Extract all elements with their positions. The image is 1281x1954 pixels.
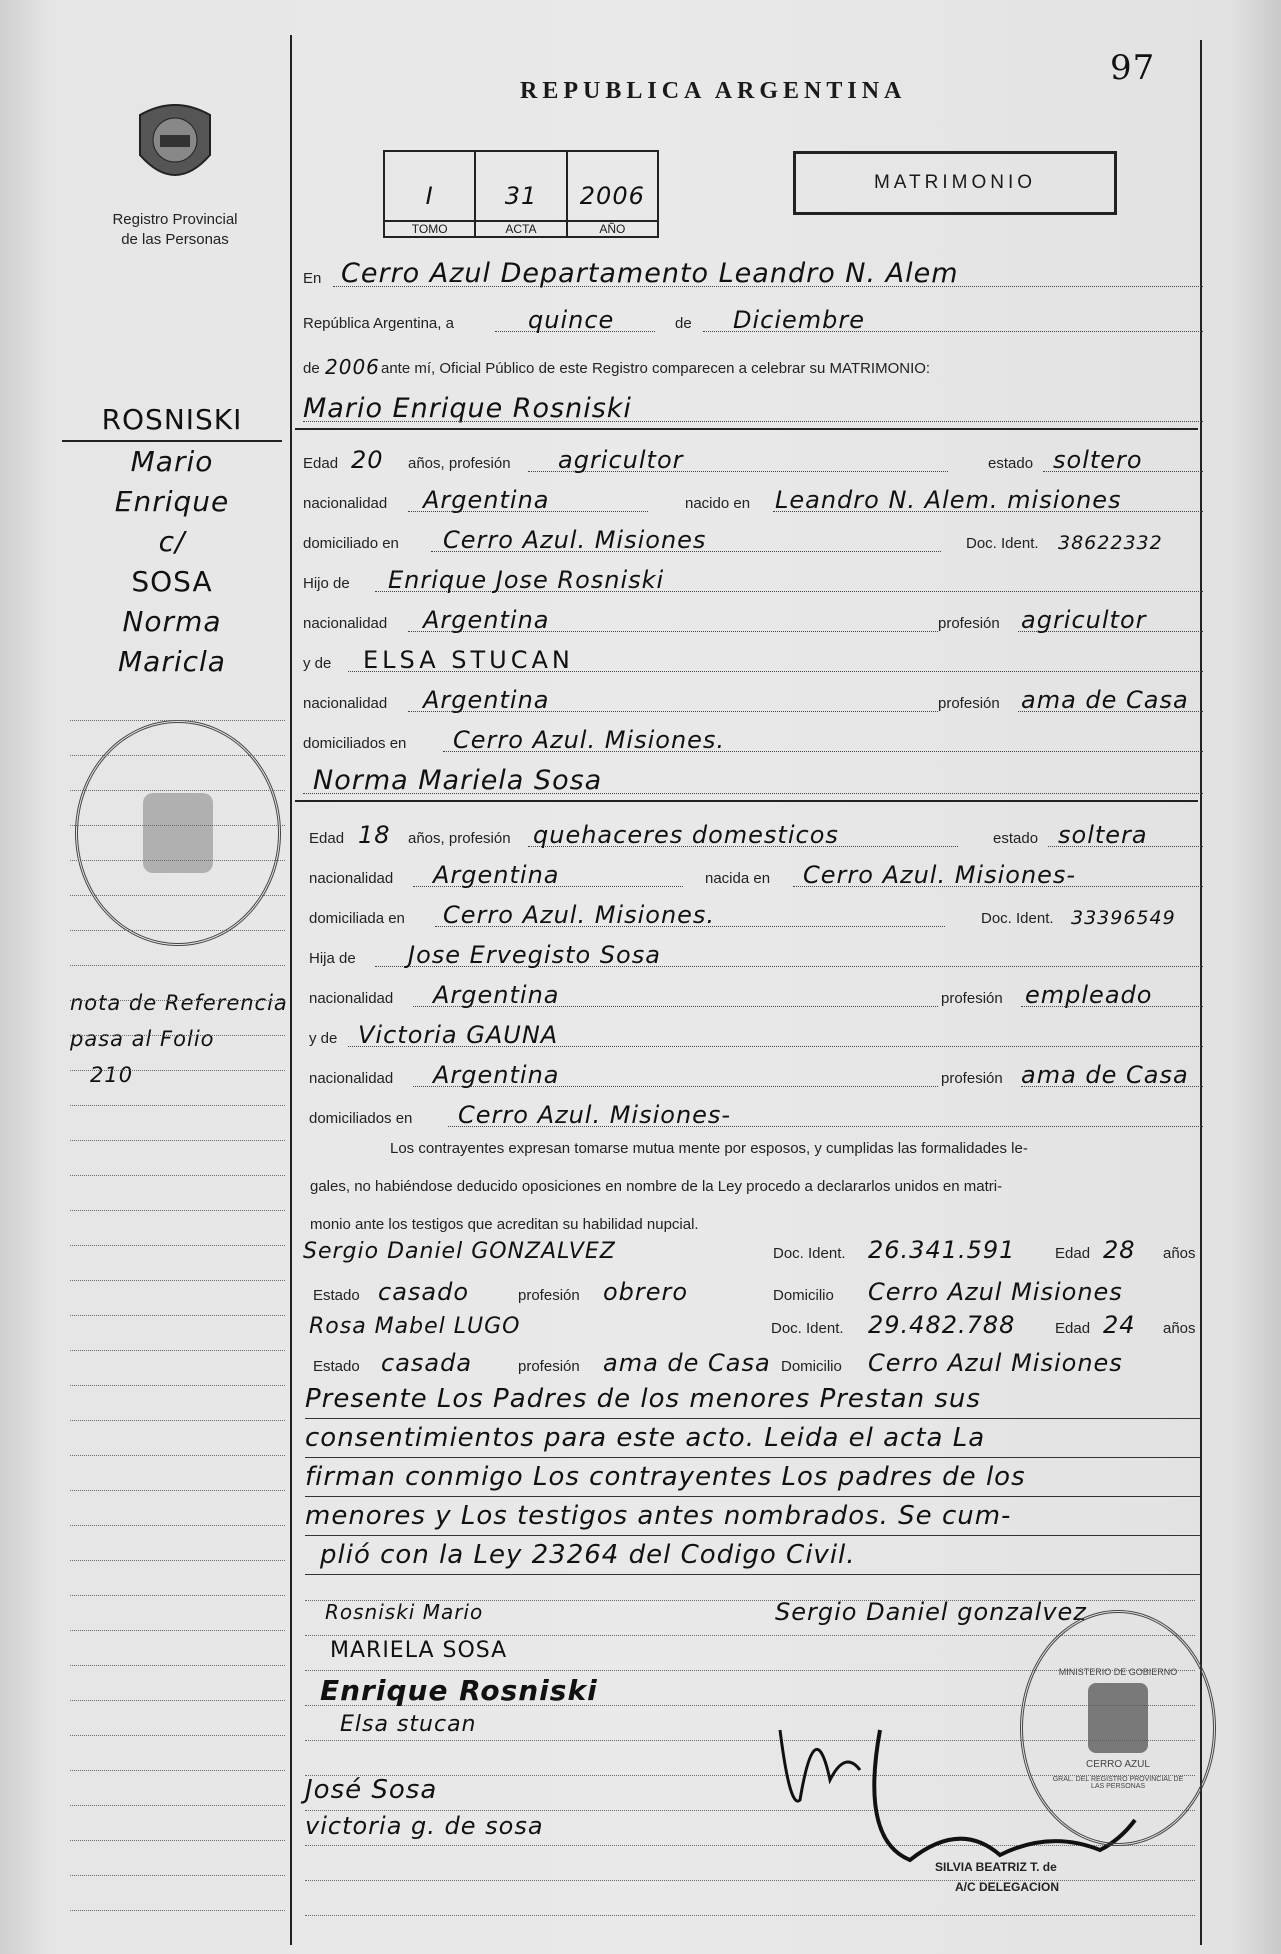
margin-rule [70, 1420, 285, 1421]
row-bride-nat [303, 855, 1203, 891]
signature-6: victoria g. de sosa [305, 1812, 544, 1840]
row-bride-mother-nat [303, 1055, 1203, 1091]
margin-rule [70, 1210, 285, 1211]
row-bride-age [303, 815, 1203, 851]
margin-rule [70, 1385, 285, 1386]
witness1-age: 28 [1103, 1236, 1136, 1264]
label-domicilio: Domicilio [781, 1358, 842, 1375]
margin-rule [70, 1105, 285, 1106]
label-doc-ident: Doc. Ident. [773, 1245, 846, 1262]
acta-label: ACTA [476, 220, 565, 236]
margin-note-1: nota de Referencia [70, 991, 288, 1015]
row-bride-father [303, 935, 1203, 971]
label-profesion: profesión [938, 615, 1000, 632]
note-line-2: consentimientos para este acto. Leida el acta La [305, 1419, 1200, 1458]
crest-icon [130, 95, 220, 195]
label-anos-profesion: años, profesión [408, 830, 511, 847]
margin-surname: ROSNISKI [62, 400, 282, 442]
label-estado: Estado [313, 1358, 360, 1375]
label-edad: Edad [1055, 1245, 1091, 1262]
official-role: A/C DELEGACION [955, 1880, 1060, 1894]
groom-divider [295, 428, 1198, 430]
groom-mother-nationality: Argentina [423, 686, 550, 714]
margin-name-4: Norma [122, 605, 222, 638]
label-domiciliados-en: domiciliados en [309, 1110, 413, 1127]
acta-value: 31 [504, 182, 538, 210]
margin-note-2: pasa al Folio [70, 1027, 215, 1051]
row-bride-mother [303, 1015, 1203, 1051]
margin-note-3: 210 [90, 1063, 134, 1087]
margin-rule [70, 1805, 285, 1806]
groom-doc: 38622332 [1058, 532, 1163, 554]
year-value: 2006 [325, 355, 380, 379]
groom-name: Mario Enrique Rosniski [303, 393, 632, 424]
stamp-city: CERRO AZUL [1086, 1758, 1150, 1770]
bride-birthplace: Cerro Azul. Misiones- [803, 861, 1077, 889]
ano-value: 2006 [579, 182, 645, 210]
bride-nationality: Argentina [433, 861, 560, 889]
declaration-line-2: gales, no habiéndose deducido oposiciones en nombre de la Ley procedo a declararlos unidos en matri- [310, 1178, 1003, 1195]
witness2-profession: ama de Casa [603, 1349, 771, 1377]
label-profesion: profesión [938, 695, 1000, 712]
witness1-profession: obrero [603, 1278, 689, 1306]
margin-rule [70, 1840, 285, 1841]
stamp-ring: GRAL. DEL REGISTRO PROVINCIAL DE LAS PERSONAS [1052, 1775, 1184, 1790]
signature-1: Rosniski Mario [325, 1600, 484, 1624]
doc-type-box [793, 151, 1117, 215]
label-profesion: profesión [941, 1070, 1003, 1087]
rule [303, 793, 1203, 794]
bride-mother-profession: ama de Casa [1021, 1061, 1189, 1089]
declaration-line-1: Los contrayentes expresan tomarse mutua mente por esposos, y cumplidas las formalidades le- [390, 1140, 1028, 1157]
row-witness1-detail [303, 1272, 1203, 1308]
registry-name [80, 210, 270, 250]
label-anos-profesion: años, profesión [408, 455, 511, 472]
groom-birthplace: Leandro N. Alem. misiones [775, 486, 1122, 514]
row-groom-age [303, 440, 1203, 476]
label-nacida-en: nacida en [705, 870, 771, 887]
ano-cell [568, 152, 657, 236]
label-nacido-en: nacido en [685, 495, 751, 512]
margin-rule [70, 965, 285, 966]
margin-rule [70, 1070, 285, 1071]
witness1-doc: 26.341.591 [868, 1236, 1016, 1264]
margin-rule [70, 1560, 285, 1561]
label-doc-ident: Doc. Ident. [981, 910, 1054, 927]
row-bride-dom [303, 895, 1203, 931]
margin-rule [70, 720, 285, 721]
margin-name-1: Mario [130, 445, 214, 478]
label-ante-mi: ante mí, Oficial Público de este Registro comparecen a celebrar su MATRIMONIO: [381, 360, 931, 377]
declaration-line-3: monio ante los testigos que acreditan su habilidad nupcial. [310, 1216, 699, 1233]
bride-profession: quehaceres domesticos [533, 821, 839, 849]
bride-parents-domicile: Cerro Azul. Misiones- [458, 1101, 732, 1129]
record-id-box [383, 150, 659, 238]
note-line-5: plió con la Ley 23264 del Codigo Civil. [305, 1536, 1200, 1575]
label-nacionalidad: nacionalidad [303, 695, 388, 712]
margin-conj: c/ [158, 525, 186, 558]
bride-status: soltera [1058, 821, 1148, 849]
margin-rule [70, 755, 285, 756]
registry-crest [130, 95, 220, 195]
margin-rule [70, 1910, 285, 1911]
row-groom-mother [303, 640, 1203, 676]
margin-rule [70, 1140, 285, 1141]
margin-rule [70, 1490, 285, 1491]
margin-rule [70, 1245, 285, 1246]
doc-type: MATRIMONIO [873, 172, 1037, 193]
label-de-year: de [303, 360, 320, 377]
row-groom-nat [303, 480, 1203, 516]
margin-rule [70, 930, 285, 931]
groom-mother: ELSA STUCAN [363, 646, 574, 674]
label-profesion: profesión [518, 1287, 580, 1304]
groom-profession: agricultor [558, 446, 684, 474]
margin-rule [70, 1000, 285, 1001]
label-y-de: y de [309, 1030, 338, 1047]
row-groom-name [303, 390, 1203, 426]
stamp-emblem-icon [1088, 1683, 1148, 1753]
bride-father-nationality: Argentina [433, 981, 560, 1009]
signature-4: Elsa stucan [340, 1712, 477, 1737]
label-doc-ident: Doc. Ident. [966, 535, 1039, 552]
label-nacionalidad: nacionalidad [309, 870, 394, 887]
tomo-cell [385, 152, 476, 236]
witness2-status: casada [381, 1349, 473, 1377]
bride-divider [295, 800, 1198, 802]
day-value: quince [528, 306, 615, 334]
row-witness1 [303, 1230, 1203, 1266]
bride-mother-nationality: Argentina [433, 1061, 560, 1089]
row-groom-parents-dom [303, 720, 1203, 756]
label-domicilio: Domicilio [773, 1287, 834, 1304]
witness2-age: 24 [1103, 1311, 1136, 1339]
acta-cell [476, 152, 567, 236]
label-anos: años [1163, 1245, 1196, 1262]
witness1-name: Sergio Daniel GONZALVEZ [303, 1239, 616, 1264]
groom-mother-profession: ama de Casa [1021, 686, 1189, 714]
official-name: SILVIA BEATRIZ T. de [935, 1860, 1057, 1874]
registry-line-1: Registro Provincial [112, 211, 238, 228]
bride-doc: 33396549 [1071, 907, 1176, 929]
margin-rule [70, 1525, 285, 1526]
label-hija-de: Hija de [309, 950, 356, 967]
witness1-domicile: Cerro Azul Misiones [868, 1278, 1123, 1306]
margin-rule [70, 1035, 285, 1036]
margin-note [70, 985, 300, 1093]
row-date [303, 300, 1203, 336]
witness1-status: casado [378, 1278, 470, 1306]
registry-line-2: de las Personas [121, 231, 229, 248]
label-domiciliado-en: domiciliado en [303, 535, 399, 552]
label-estado: estado [988, 455, 1034, 472]
margin-rule [70, 860, 285, 861]
label-domiciliada-en: domiciliada en [309, 910, 405, 927]
registry-stamp [1020, 1610, 1216, 1846]
label-doc-ident: Doc. Ident. [771, 1320, 844, 1337]
ano-label: AÑO [568, 220, 657, 236]
groom-parents-domicile: Cerro Azul. Misiones. [453, 726, 726, 754]
place-value: Cerro Azul Departamento Leandro N. Alem [341, 258, 959, 289]
signature-rule [305, 1915, 1195, 1916]
witness2-name: Rosa Mabel LUGO [309, 1314, 521, 1339]
margin-rule [70, 1875, 285, 1876]
label-edad: Edad [1055, 1320, 1091, 1337]
groom-father-profession: agricultor [1021, 606, 1147, 634]
note-line-3: firman conmigo Los contrayentes Los padres de los [305, 1458, 1200, 1497]
notes-block [305, 1380, 1200, 1575]
signature-2: MARIELA SOSA [330, 1638, 508, 1663]
margin-rule [70, 1175, 285, 1176]
bride-domicile: Cerro Azul. Misiones. [443, 901, 716, 929]
label-profesion: profesión [518, 1358, 580, 1375]
bride-mother: Victoria GAUNA [358, 1021, 559, 1049]
label-de: de [675, 315, 692, 332]
label-y-de: y de [303, 655, 332, 672]
label-anos: años [1163, 1320, 1196, 1337]
margin-name-5: Maricla [118, 645, 226, 678]
margin-rule [70, 1735, 285, 1736]
label-republica: República Argentina, a [303, 315, 454, 332]
row-year [303, 345, 1203, 381]
row-bride-name [303, 762, 1203, 798]
label-en: En [303, 270, 322, 287]
bride-name: Norma Mariela Sosa [313, 765, 603, 796]
row-witness2 [303, 1305, 1203, 1341]
tomo-label: TOMO [385, 220, 474, 236]
country-title: REPUBLICA ARGENTINA [520, 78, 907, 104]
margin-rule [70, 1595, 285, 1596]
row-groom-dom [303, 520, 1203, 556]
note-line-1: Presente Los Padres de los menores Prestan sus [305, 1380, 1200, 1419]
label-edad: Edad [309, 830, 345, 847]
seal-emblem-icon [143, 793, 213, 873]
margin-names [62, 400, 282, 682]
groom-status: soltero [1053, 446, 1143, 474]
margin-rule [70, 1315, 285, 1316]
groom-father: Enrique Jose Rosniski [388, 566, 665, 594]
label-nacionalidad: nacionalidad [303, 495, 388, 512]
bride-father: Jose Ervegisto Sosa [408, 941, 661, 969]
margin-rule [70, 895, 285, 896]
groom-nationality: Argentina [423, 486, 550, 514]
page-number: 97 [1110, 48, 1156, 88]
row-bride-parents-dom [303, 1095, 1203, 1131]
groom-father-nationality: Argentina [423, 606, 550, 634]
margin-rule [70, 1280, 285, 1281]
margin-name-3: SOSA [131, 565, 213, 598]
row-bride-father-nat [303, 975, 1203, 1011]
label-estado: Estado [313, 1287, 360, 1304]
stamp-inner: MINISTERIO DE GOBIERNO [1058, 1666, 1178, 1677]
label-nacionalidad: nacionalidad [309, 1070, 394, 1087]
bride-father-profession: empleado [1025, 981, 1153, 1009]
groom-domicile: Cerro Azul. Misiones [443, 526, 707, 554]
margin-rule [70, 790, 285, 791]
row-groom-father-nat [303, 600, 1203, 636]
groom-age: 20 [351, 446, 384, 474]
margin-rule [70, 1770, 285, 1771]
margin-rule [70, 1455, 285, 1456]
margin-rule [70, 1700, 285, 1701]
margin-rule [70, 1630, 285, 1631]
note-line-4: menores y Los testigos antes nombrados. Se cum- [305, 1497, 1200, 1536]
label-domiciliados-en: domiciliados en [303, 735, 407, 752]
row-groom-mother-nat [303, 680, 1203, 716]
tomo-value: I [425, 182, 434, 210]
witness2-doc: 29.482.788 [868, 1311, 1016, 1339]
label-hijo-de: Hijo de [303, 575, 350, 592]
label-edad: Edad [303, 455, 339, 472]
row-place [303, 255, 1203, 291]
label-nacionalidad: nacionalidad [309, 990, 394, 1007]
signature-3: Enrique Rosniski [320, 1674, 598, 1707]
month-value: Diciembre [733, 306, 866, 334]
margin-rule [70, 825, 285, 826]
row-groom-father [303, 560, 1203, 596]
label-estado: estado [993, 830, 1039, 847]
rule [303, 421, 1203, 422]
label-profesion: profesión [941, 990, 1003, 1007]
margin-rule [70, 1665, 285, 1666]
margin-rule [70, 1350, 285, 1351]
declaration-text [310, 1130, 1205, 1244]
margin-name-2: Enrique [114, 485, 230, 518]
label-nacionalidad: nacionalidad [303, 615, 388, 632]
margin-seal [75, 720, 281, 946]
bride-age: 18 [358, 821, 391, 849]
witness2-domicile: Cerro Azul Misiones [868, 1349, 1123, 1377]
signature-7: Sergio Daniel gonzalvez [775, 1598, 1087, 1626]
signature-5: José Sosa [305, 1775, 438, 1805]
row-witness2-detail [303, 1343, 1203, 1379]
